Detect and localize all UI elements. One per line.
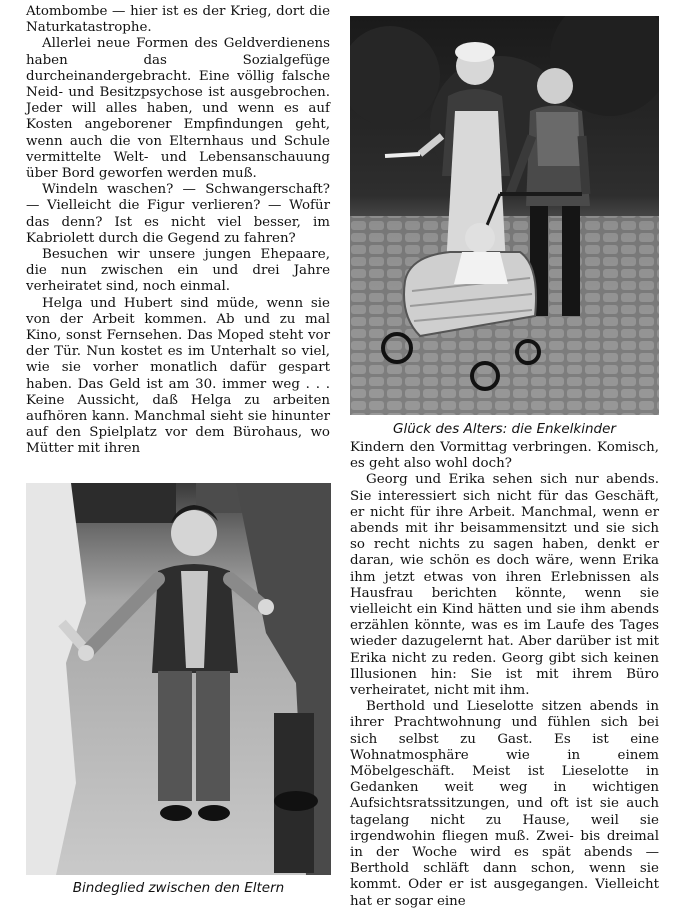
grandparents-photo-illustration — [350, 16, 659, 415]
paragraph: Windeln waschen? — Schwangerschaft? — Vielleicht die Figur verlieren? — Wofür das denn? Ist es nicht viel besser, im Kabriolett durch die Gegend zu fahren? — [26, 182, 330, 246]
paragraph: Kindern den Vormittag verbringen. Komisch, es geht also wohl doch? — [350, 440, 659, 472]
paragraph: Besuchen wir unsere jungen Ehepaare, die nun zwischen ein und drei Jahre verheiratet sind, noch einmal. — [26, 247, 330, 295]
child-caption: Bindeglied zwischen den Eltern — [72, 880, 285, 896]
child-photo-illustration — [26, 483, 331, 875]
grandparents-caption: Glück des Alters: die Enkelkinder — [393, 421, 616, 437]
paragraph: Atombombe — hier ist es der Krieg, dort die Naturkatastrophe. — [26, 4, 330, 36]
paragraph: Helga und Hubert sind müde, wenn sie von der Arbeit kommen. Ab und zu mal Kino, sonst Fernsehen. Das Moped steht vor der Tür. Nun kostet es im Unterhalt so viel, wie sie vorher monatlich dafür gespart haben. Das Geld ist am 30. immer weg . . . Keine Aussicht, daß Helga zu arbeiten aufhören kann. Manchmal sieht sie hinunter auf den Spielplatz vor dem Bürohaus, wo Mütter mit ihren — [26, 295, 330, 457]
paragraph: Georg und Erika sehen sich nur abends. Sie interessiert sich nicht für das Geschäft, er nicht für ihre Arbeit. Manchmal, wenn er abends mit ihr beisammensitzt und sie sich so recht nichts zu sagen haben, denkt er daran, wie schön es doch wäre, wenn Erika ihm jetzt etwas von ihren Erlebnissen als Hausfrau berichten könnte, wenn sie vielleicht ein Kind hätten und sie ihm abends erzählen könnte, was es im Laufe des Tages wieder dazugelernt hat. Aber darüber ist mit Erika nicht zu reden. Georg gibt sich keinen Illusionen hin: Sie ist mit ihrem Büro verheiratet, nicht mit ihm. — [350, 472, 659, 699]
left-column-text — [26, 4, 330, 458]
child-photo — [26, 483, 331, 875]
grandparents-photo — [350, 16, 659, 415]
paragraph: Allerlei neue Formen des Geldverdienens haben das Sozialgefüge durcheinandergebracht. Eine völlig falsche Neid- und Besitzpsychose ist ausgebrochen. Jeder will alles haben, und wenn es auf Kosten angeborener Empfindungen geht, wenn auch die von Elternhaus und Schule vermittelte Welt- und Lebensanschauung über Bord geworfen werden muß. — [26, 36, 330, 182]
paragraph: Berthold und Lieselotte sitzen abends in ihrer Prachtwohnung und fühlen sich bei sich selbst zu Gast. Es ist eine Wohnatmosphäre wie in einem Möbelgeschäft. Meist ist Lieselotte in Gedanken weit weg in wichtigen Aufsichtsratssitzungen, und oft ist sie auch tagelang nicht zu Hause, weil sie irgendwohin fliegen muß. Zwei- bis dreimal in der Woche wird es spät abends — Berthold schläft dann schon, wenn sie kommt. Oder er ist ausgegangen. Vielleicht hat er sogar eine — [350, 699, 659, 909]
right-column-text — [350, 440, 659, 910]
